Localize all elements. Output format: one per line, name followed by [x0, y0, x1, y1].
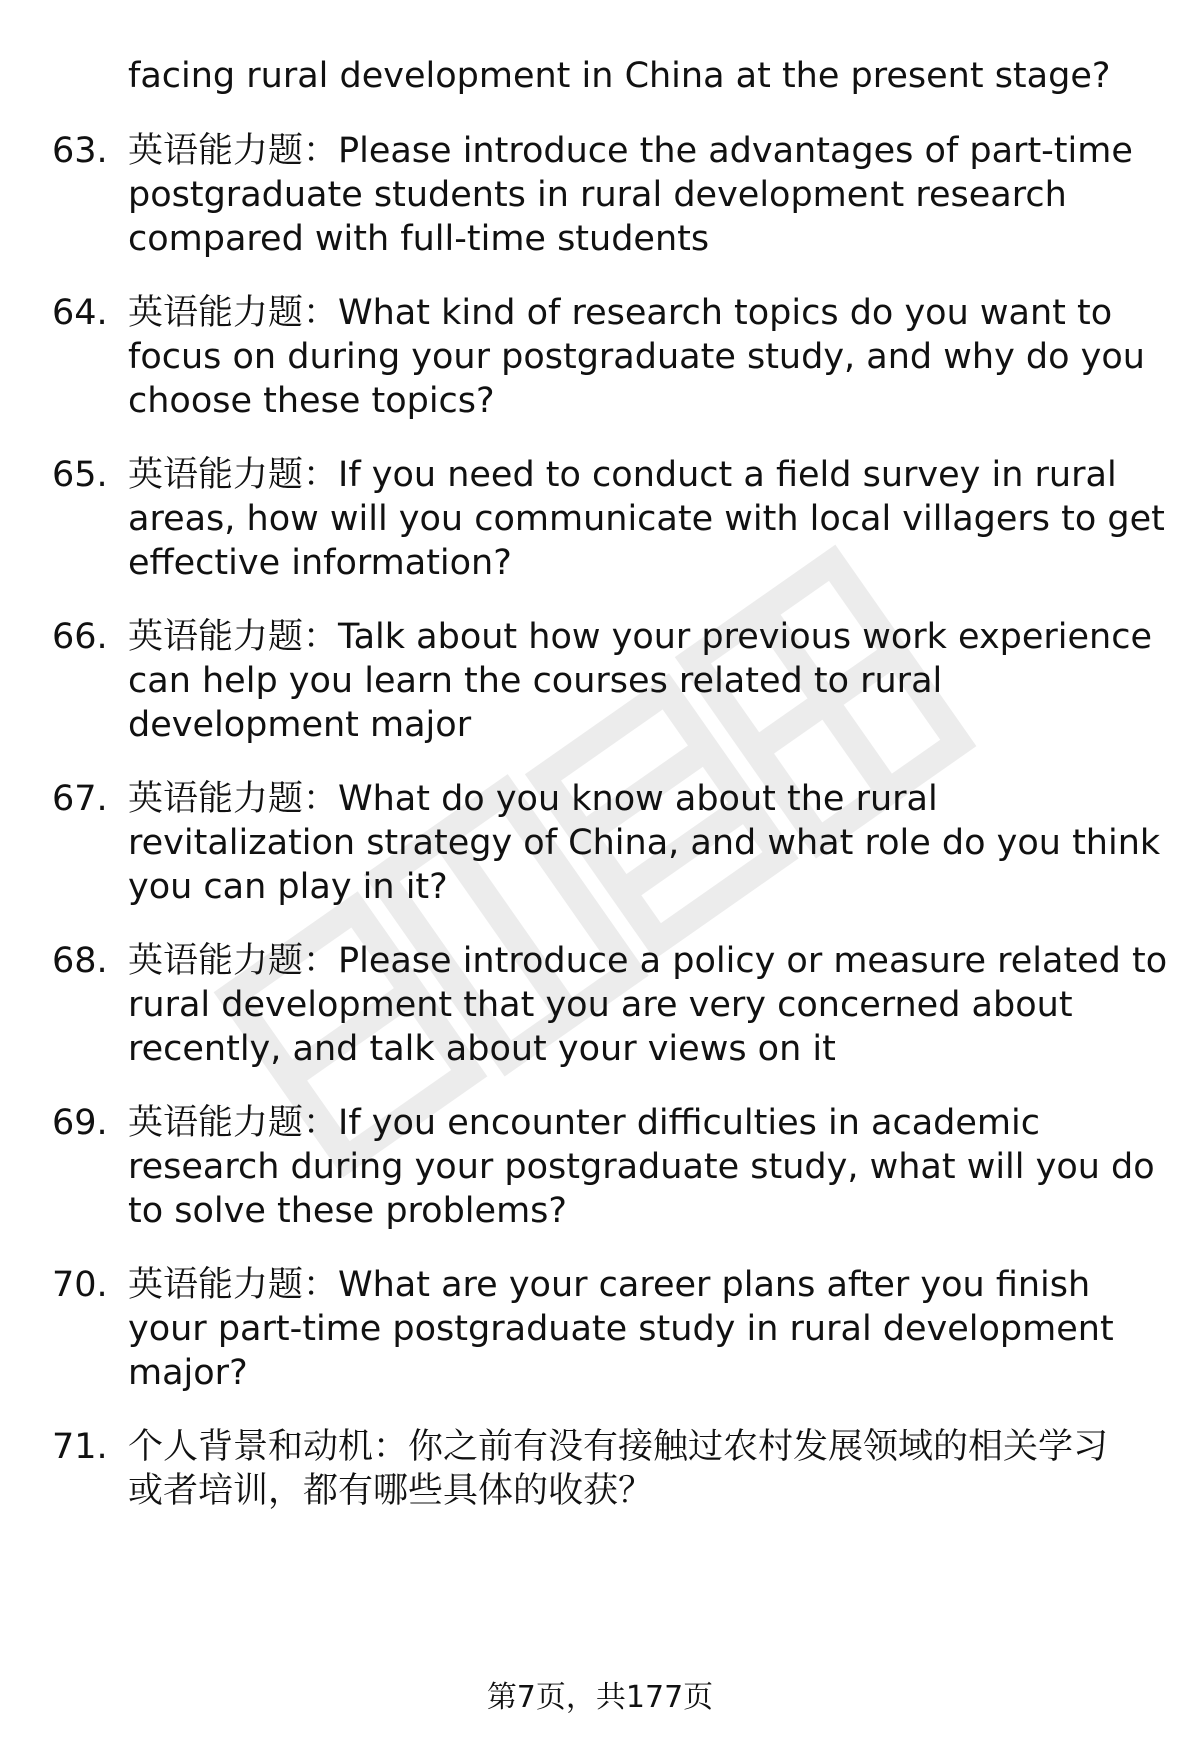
question-line: 英语能力题：Please introduce the advantages of part-time	[128, 131, 1133, 171]
question-line: recently, and talk about your views on it	[128, 1029, 836, 1069]
question-number: 71.	[52, 1427, 108, 1467]
question-line: 英语能力题：What kind of research topics do you want to	[128, 293, 1113, 333]
question-line: choose these topics?	[128, 381, 495, 421]
question-line: 英语能力题：What do you know about the rural	[128, 779, 938, 819]
question-line: revitalization strategy of China, and what role do you think	[128, 823, 1161, 863]
question-line: rural development that you are very concerned about	[128, 985, 1073, 1025]
question-line: areas, how will you communicate with local villagers to get	[128, 499, 1165, 539]
question-line: effective information?	[128, 543, 512, 583]
question-number: 70.	[52, 1265, 108, 1305]
question-number: 64.	[52, 293, 108, 333]
question-number: 63.	[52, 131, 108, 171]
question-line: 或者培训，都有哪些具体的收获？	[128, 1471, 654, 1511]
question-number: 68.	[52, 941, 108, 981]
question-line: to solve these problems?	[128, 1191, 567, 1231]
question-line: 英语能力题：If you need to conduct a field survey in rural	[128, 455, 1117, 495]
question-line: 英语能力题：Talk about how your previous work experience	[128, 617, 1153, 657]
question-number: 69.	[52, 1103, 108, 1143]
question-line: research during your postgraduate study, what will you do	[128, 1147, 1155, 1187]
question-line: focus on during your postgraduate study, and why do you	[128, 337, 1145, 377]
question-line: 英语能力题：Please introduce a policy or measure related to	[128, 941, 1168, 981]
question-line: major?	[128, 1353, 248, 1393]
question-line: you can play in it?	[128, 867, 448, 907]
continuation-line: facing rural development in China at the present stage?	[128, 56, 1111, 96]
question-line: your part-time postgraduate study in rural development	[128, 1309, 1114, 1349]
question-line: 个人背景和动机：你之前有没有接触过农村发展领域的相关学习	[128, 1427, 1109, 1467]
question-line: 英语能力题：If you encounter difficulties in academic	[128, 1103, 1040, 1143]
question-number: 66.	[52, 617, 108, 657]
question-line: postgraduate students in rural development research	[128, 175, 1067, 215]
question-number: 65.	[52, 455, 108, 495]
question-line: 英语能力题：What are your career plans after you finish	[128, 1265, 1091, 1305]
page-footer: 第7页，共177页	[486, 1680, 714, 1715]
question-line: development major	[128, 705, 472, 745]
question-line: compared with full-time students	[128, 219, 710, 259]
question-number: 67.	[52, 779, 108, 819]
question-line: can help you learn the courses related to rural	[128, 661, 943, 701]
